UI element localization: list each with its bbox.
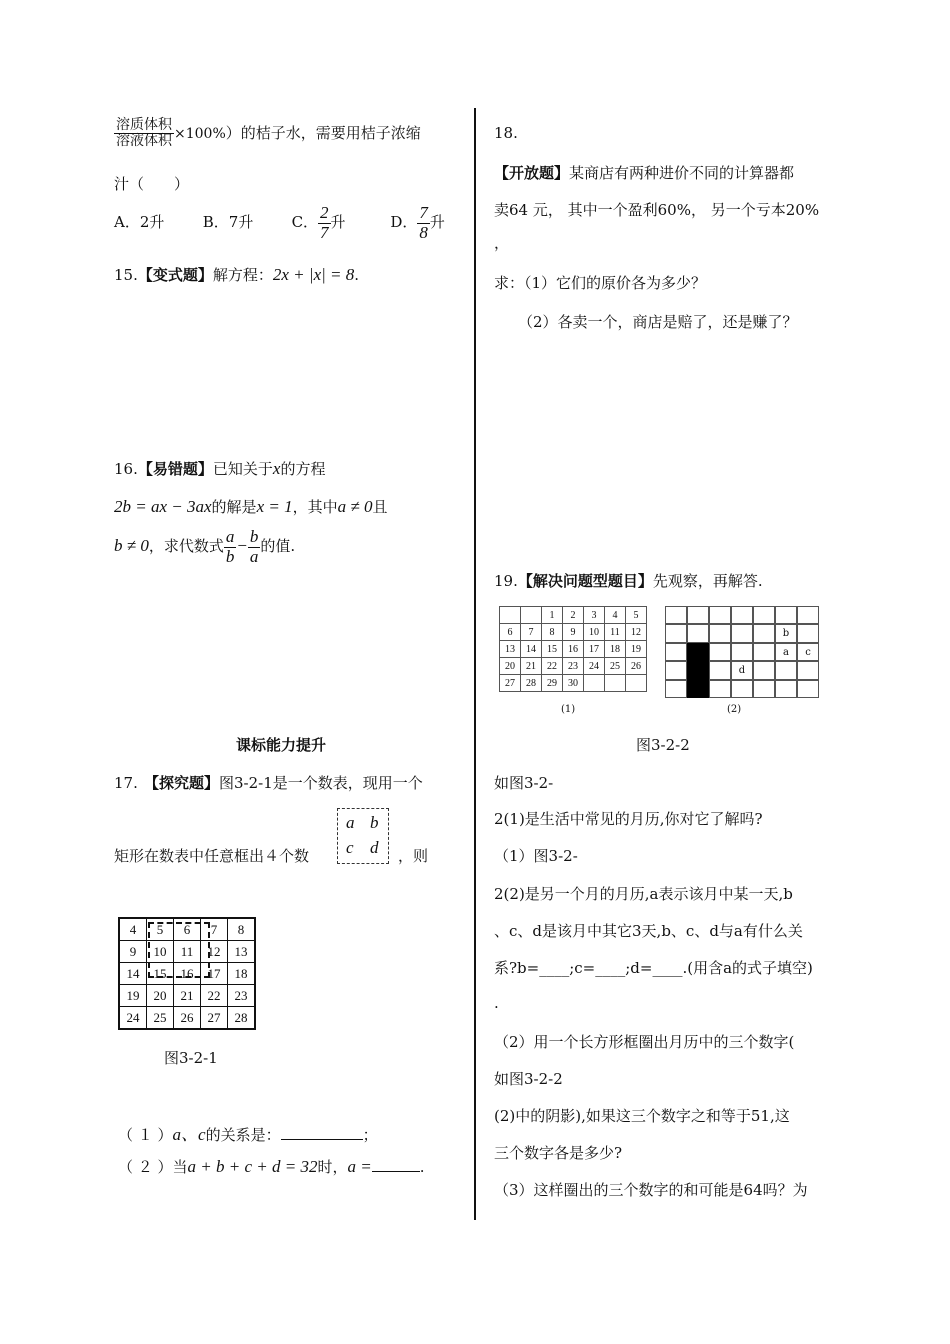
abcd-box: a b c d	[337, 808, 389, 864]
table-cell: 14	[119, 963, 147, 985]
calendar-cell	[626, 675, 647, 692]
calendar-cell	[709, 606, 731, 624]
question-19: 19.【解决问题型题目】先观察，再解答.	[494, 572, 763, 590]
question-17-part2: （ ２ ）当a + b + c + d = 32时，a = .	[118, 1157, 425, 1176]
q19-line-11: 三个数字各是多少?	[494, 1144, 623, 1162]
table-cell: 26	[174, 1007, 201, 1030]
question-16-line3: b ≠ 0，求代数式 $\frac{a}{b}$ − $\frac{b}{a}$ 的值.	[114, 527, 296, 566]
table-cell: 15	[147, 963, 174, 985]
calendar-cell: 9	[563, 624, 584, 641]
calendar-2-label: (2)	[727, 704, 742, 715]
option-d: D． $\frac{7}{8}$ 升	[390, 203, 445, 242]
calendar-cell: 22	[542, 658, 563, 675]
calendar-cell: d	[731, 661, 753, 679]
table-cell: 8	[228, 918, 256, 941]
q19-line-1: 如图3-2-	[494, 774, 554, 792]
calendar-row	[500, 607, 647, 624]
calendar-cell	[753, 643, 775, 661]
table-cell: 21	[174, 985, 201, 1007]
calendar-row	[500, 641, 647, 658]
concentration-fraction: $\frac{\text{溶质体积}}{\text{溶液体积}}$	[116, 117, 172, 150]
calendar-cell	[709, 624, 731, 642]
question-18-part2: （2）各卖一个，商店是赔了，还是赚了？	[518, 313, 798, 331]
calendar-cell	[753, 624, 775, 642]
q19-line-7: .	[494, 994, 499, 1012]
q19-line-2: 2(1)是生活中常见的月历,你对它了解吗?	[494, 810, 763, 828]
calendar-cell: 29	[542, 675, 563, 692]
calendar-cell: 7	[521, 624, 542, 641]
calendar-1	[499, 606, 647, 692]
table-cell: 17	[201, 963, 228, 985]
calendar-cell	[665, 606, 687, 624]
calendar-cell	[753, 661, 775, 679]
calendar-cell: 20	[500, 658, 521, 675]
table-cell: 10	[147, 941, 174, 963]
q19-line-3: （1）图3-2-	[494, 847, 578, 865]
calendar-cell: b	[775, 624, 797, 642]
calendar-cell: 6	[500, 624, 521, 641]
q14-text2: 汁（ ）	[114, 175, 190, 193]
calendar-cell: 24	[584, 658, 605, 675]
q19-line-12: （3）这样圈出的三个数字的和可能是64吗？为	[494, 1181, 808, 1199]
option-a: A．2升	[114, 213, 165, 232]
calendar-cell: 17	[584, 641, 605, 658]
calendar-cell: 4	[605, 607, 626, 624]
q18-number: 18.	[494, 124, 518, 142]
question-17-part1: （ １ ）a、c的关系是： ；	[118, 1125, 378, 1144]
q19-line-5: 、c、d是该月中其它3天,b、c、d与a有什么关	[494, 922, 803, 940]
q14-options	[114, 204, 445, 242]
calendar-cell: 11	[605, 624, 626, 641]
calendar-cell: 30	[563, 675, 584, 692]
table-row	[119, 985, 255, 1007]
q19-line-6: 系?b=____;c=____;d=____.(用含a的式子填空)	[494, 959, 813, 977]
question-17-then: ，则	[398, 847, 429, 865]
calendar-cell	[687, 606, 709, 624]
calendar-cell	[731, 680, 753, 698]
section-title: 课标能力提升	[236, 736, 327, 754]
question-18-part1: 求：（1）它们的原价各为多少？	[494, 274, 707, 292]
question-17-line2: 矩形在数表中任意框出４个数	[114, 847, 310, 865]
q19-line-4: 2(2)是另一个月的月历,a表示该月中某一天,b	[494, 885, 793, 903]
calendar-cell	[775, 680, 797, 698]
table-cell: 24	[119, 1007, 147, 1030]
question-18-line2: 卖64 元， 其中一个盈利60%， 另一个亏本20%	[494, 201, 820, 219]
table-cell: 18	[228, 963, 256, 985]
calendar-cell	[753, 606, 775, 624]
calendar-cell	[605, 675, 626, 692]
calendar-cell: 2	[563, 607, 584, 624]
calendar-cell	[709, 661, 731, 679]
q14-continuation: $\frac{\text{溶质体积}}{\text{溶液体积}}$ ×100%）的桔子水，需要用桔子浓缩	[116, 117, 421, 150]
calendar-cell	[731, 624, 753, 642]
calendar-cell: 18	[605, 641, 626, 658]
table-row	[119, 1007, 255, 1030]
calendar-cell	[797, 624, 819, 642]
calendar-cell	[753, 680, 775, 698]
calendar-cell: 26	[626, 658, 647, 675]
table-cell: 9	[119, 941, 147, 963]
calendar-cell: 10	[584, 624, 605, 641]
calendar-row	[500, 658, 647, 675]
calendar-cell: 21	[521, 658, 542, 675]
calendar-cell	[665, 643, 687, 661]
calendar-row	[500, 624, 647, 641]
table-cell: 4	[119, 918, 147, 941]
calendar-cell: 25	[605, 658, 626, 675]
option-b: B．7升	[202, 213, 254, 232]
calendar-row	[500, 675, 647, 692]
q19-line-10: (2)中的阴影),如果这三个数字之和等于51,这	[494, 1107, 790, 1125]
figure-3-2-1-caption: 图3-2-1	[164, 1049, 218, 1067]
calendar-cell: a	[775, 643, 797, 661]
calendar-2	[665, 606, 819, 698]
calendar-cell	[521, 607, 542, 624]
calendar-cell: 12	[626, 624, 647, 641]
calendar-cell	[709, 643, 731, 661]
calendar-cell	[797, 661, 819, 679]
calendar-cell: 19	[626, 641, 647, 658]
table-cell: 13	[228, 941, 256, 963]
calendar-cell	[584, 675, 605, 692]
table-cell: 6	[174, 918, 201, 941]
calendar-cell	[665, 661, 687, 679]
table-cell: 28	[228, 1007, 256, 1030]
table-cell: 5	[147, 918, 174, 941]
dashed-selection-frame	[148, 922, 210, 978]
calendar-cell	[687, 624, 709, 642]
table-cell: 11	[174, 941, 201, 963]
calendar-cell: 23	[563, 658, 584, 675]
question-18: 【开放题】某商店有两种进价不同的计算器都	[494, 164, 795, 182]
calendar-cell	[775, 661, 797, 679]
calendar-cell	[500, 607, 521, 624]
table-cell: 27	[201, 1007, 228, 1030]
question-16-line2: 2b = ax − 3ax的解是x = 1，其中a ≠ 0且	[114, 497, 388, 516]
calendar-cell	[709, 680, 731, 698]
question-18-line3: ，	[494, 234, 510, 252]
table-cell: 20	[147, 985, 174, 1007]
calendar-cell: 8	[542, 624, 563, 641]
table-cell: 25	[147, 1007, 174, 1030]
table-cell: 7	[201, 918, 228, 941]
calendar-cell: 1	[542, 607, 563, 624]
calendar-cell: c	[797, 643, 819, 661]
calendar-cell: 16	[563, 641, 584, 658]
figure-3-2-2-caption: 图3-2-2	[636, 736, 690, 754]
q19-line-8: （2）用一个长方形框圈出月历中的三个数字(	[494, 1033, 795, 1051]
calendar-cell	[797, 680, 819, 698]
calendar-cell: 13	[500, 641, 521, 658]
calendar-cell: 27	[500, 675, 521, 692]
calendar-cell: 14	[521, 641, 542, 658]
table-cell: 16	[174, 963, 201, 985]
calendar-cell: 5	[626, 607, 647, 624]
table-cell: 19	[119, 985, 147, 1007]
calendar-cell	[775, 606, 797, 624]
question-17: 17. 【探究题】图3-2-1是一个数表，现用一个	[114, 774, 423, 792]
calendar-cell: 15	[542, 641, 563, 658]
table-cell: 23	[228, 985, 256, 1007]
calendar-cell	[731, 643, 753, 661]
table-cell: 22	[201, 985, 228, 1007]
question-15: 15.【变式题】解方程：2x + |x| = 8.	[114, 265, 360, 284]
table-cell: 12	[201, 941, 228, 963]
calendar-cell: 28	[521, 675, 542, 692]
shaded-three-day-block	[687, 643, 709, 698]
calendar-1-label: (1)	[561, 704, 576, 715]
calendar-cell	[797, 606, 819, 624]
column-divider	[474, 108, 476, 1220]
calendar-cell	[665, 624, 687, 642]
question-16: 16.【易错题】已知关于x的方程	[114, 459, 326, 478]
calendar-cell	[665, 680, 687, 698]
calendar-cell: 3	[584, 607, 605, 624]
calendar-cell	[731, 606, 753, 624]
q19-line-9: 如图3-2-2	[494, 1070, 563, 1088]
option-c: C． $\frac{2}{7}$ 升	[291, 203, 346, 242]
